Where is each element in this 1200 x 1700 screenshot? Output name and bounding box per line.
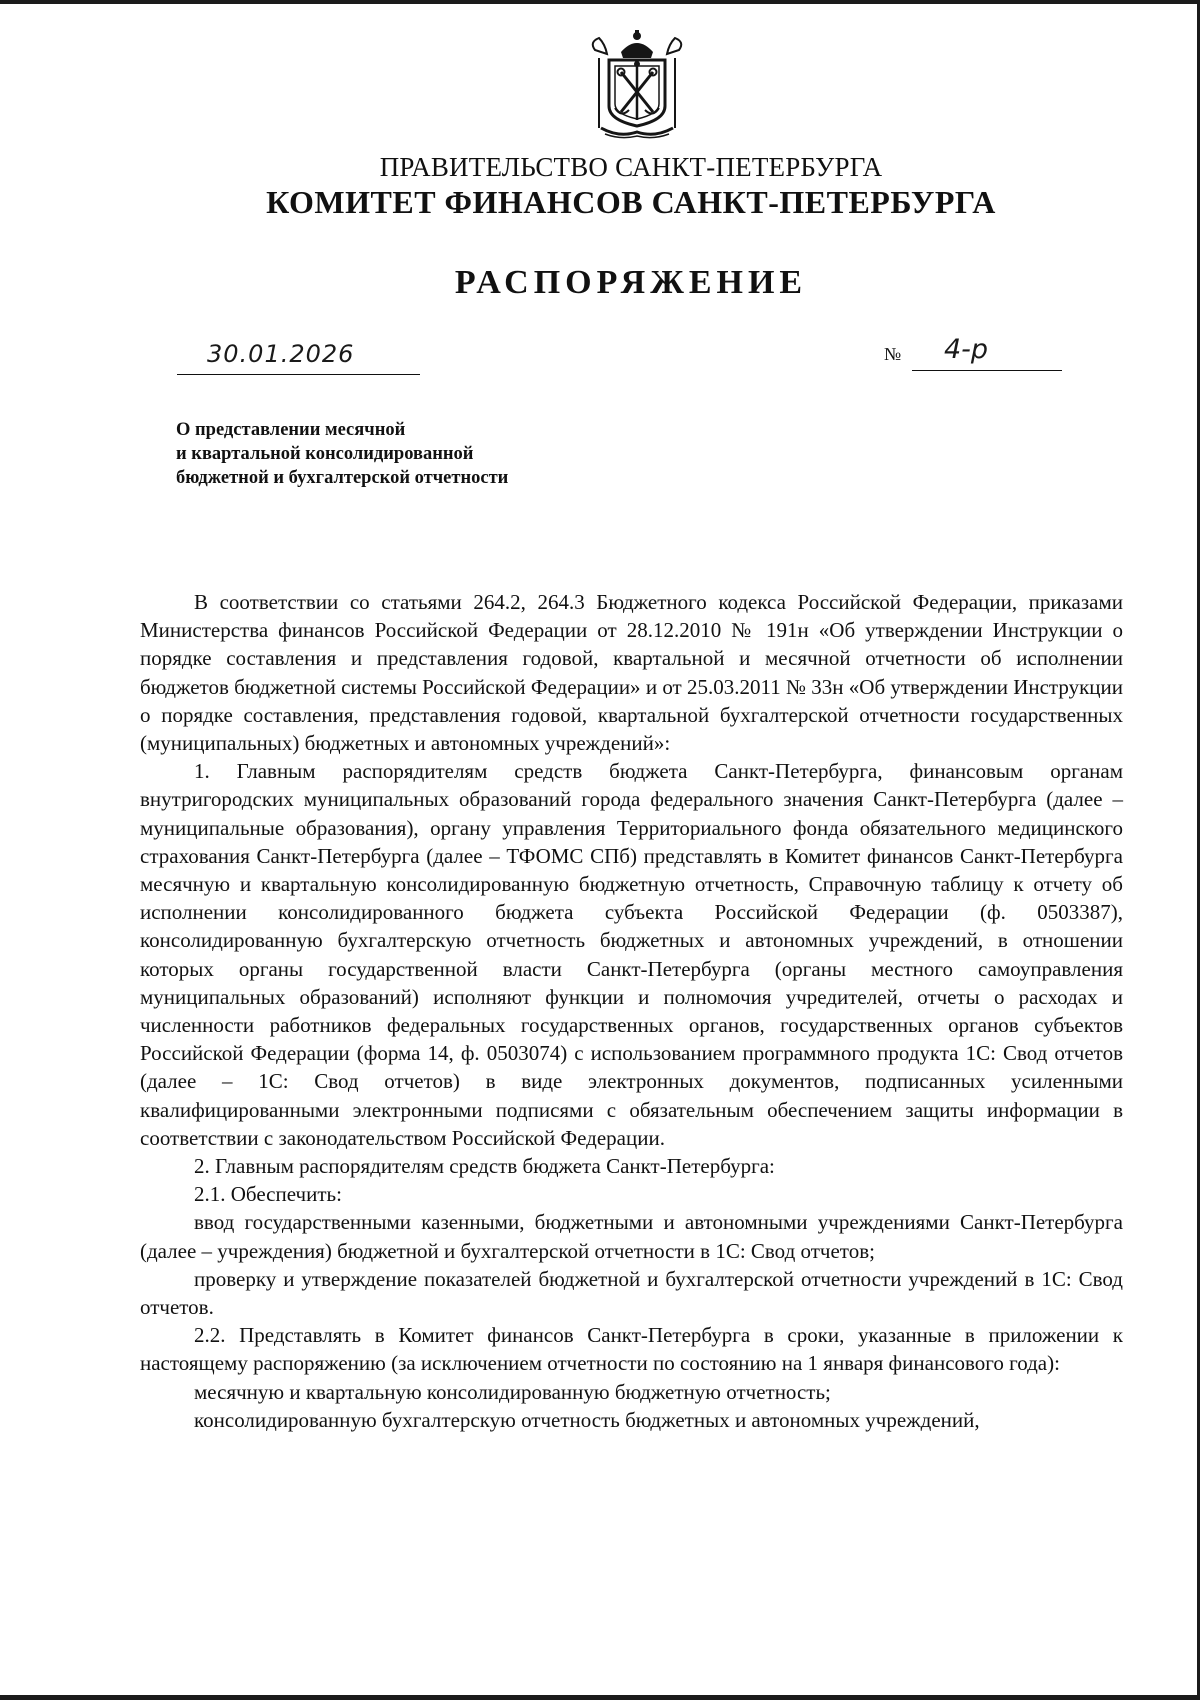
body-paragraph: ввод государственными казенными, бюджетными и автономными учреждениями Санкт-Петербурга (далее – учреждения) бюджетной и бухгалтерской отчетности в 1С: Свод отчетов;	[140, 1210, 1123, 1263]
number-label: №	[884, 344, 902, 364]
body-paragraph: 2.1. Обеспечить:	[194, 1182, 342, 1207]
subject-line: и квартальной консолидированной	[176, 444, 474, 464]
document-body	[140, 588, 1123, 1434]
body-paragraph: консолидированную бухгалтерскую отчетность бюджетных и автономных учреждений,	[194, 1407, 980, 1432]
scan-edge-top	[0, 0, 1200, 4]
document-subject	[176, 418, 696, 490]
coat-of-arms-icon	[585, 28, 689, 140]
body-paragraph: В соответствии со статьями 264.2, 264.3 Бюджетного кодекса Российской Федерации, приказами Министерства финансов Российской Федерации от 28.12.2010 № 191н «Об утверждении Инструкции о порядке составления и представления годовой, квартальной и месячной отчетности об исполнении бюджетов бюджетной системы Российской Федерации» и от 25.03.2011 № 33н «Об утверждении Инструкции о порядке составления, представления годовой, квартальной бухгалтерской отчетности государственных (муниципальных) бюджетных и автономных учреждений»:	[140, 590, 1123, 756]
government-title: ПРАВИТЕЛЬСТВО САНКТ-ПЕТЕРБУРГА	[379, 152, 883, 182]
body-paragraph: месячную и квартальную консолидированную бюджетную отчетность;	[194, 1379, 831, 1404]
body-paragraph: 1. Главным распорядителям средств бюджета Санкт-Петербурга, финансовым органам внутригородских муниципальных образований города федерального значения Санкт-Петербурга (далее – муниципальные образования), органу управления Территориального фонда обязательного медицинского страхования Санкт-Петербурга (далее – ТФОМС СПб) представлять в Комитет финансов Санкт-Петербурга месячную и квартальную консолидированную бюджетную отчетность, Справочную таблицу к отчету об исполнении консолидированного бюджета субъекта Российской Федерации (ф. 0503387), консолидированную бухгалтерскую отчетность бюджетных и автономных учреждений, в отношении которых органы государственной власти Санкт-Петербурга (органы местного самоуправления муниципальных образований) исполняют функции и полномочия учредителей, отчеты о расходах и численности работников федеральных государственных органов, государственных органов субъектов Российской Федерации (форма 14, ф. 0503074) с использованием программного продукта 1С: Свод отчетов (далее – 1С: Свод отчетов) в виде электронных документов, подписанных усиленными квалифицированными электронными подписями с обязательным обеспечением защиты информации в соответствии с законодательством Российской Федерации.	[140, 759, 1123, 1150]
body-paragraph: 2. Главным распорядителям средств бюджета Санкт-Петербурга:	[194, 1154, 775, 1179]
date-field	[177, 340, 420, 375]
number-value: 4-р	[944, 334, 989, 365]
scan-edge-bottom	[0, 1695, 1200, 1700]
body-paragraph: проверку и утверждение показателей бюджетной и бухгалтерской отчетности учреждений в 1С: Свод отчетов.	[140, 1266, 1123, 1320]
body-paragraph: 2.2. Представлять в Комитет финансов Санкт-Петербурга в сроки, указанные в приложении к настоящему распоряжению (за исключением отчетности по состоянию на 1 января финансового года):	[140, 1323, 1123, 1376]
number-field	[912, 336, 1062, 371]
subject-line: бюджетной и бухгалтерской отчетности	[176, 468, 509, 488]
subject-line: О представлении месячной	[176, 420, 406, 440]
document-type: РАСПОРЯЖЕНИЕ	[454, 264, 808, 301]
date-value: 30.01.2026	[207, 340, 355, 368]
committee-title: КОМИТЕТ ФИНАНСОВ САНКТ-ПЕТЕРБУРГА	[266, 184, 996, 220]
